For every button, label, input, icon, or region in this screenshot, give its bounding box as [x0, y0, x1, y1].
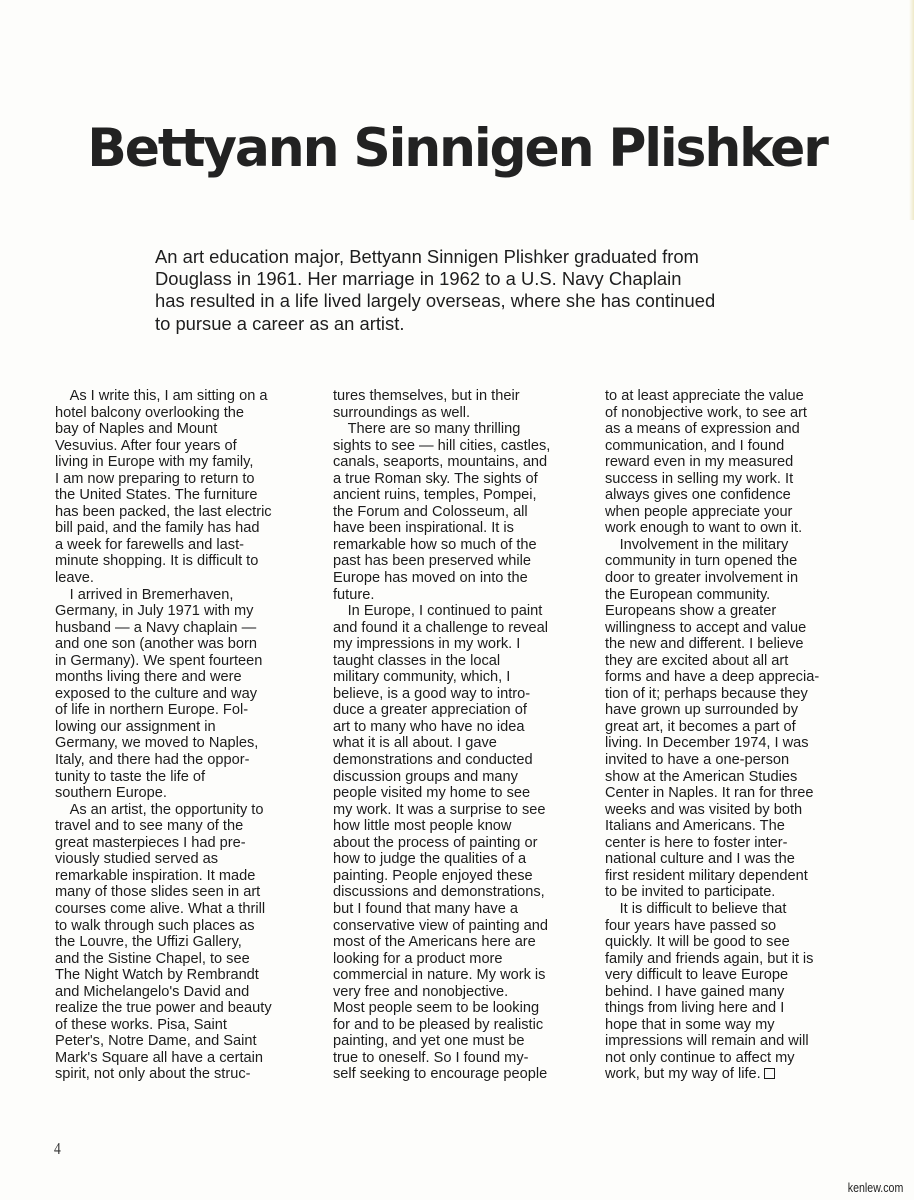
body-text-line: willingness to accept and value: [605, 619, 807, 636]
body-text-line: the new and different. I believe: [605, 636, 804, 653]
body-text-line: In Europe, I continued to paint: [333, 603, 543, 620]
body-column-1: [55, 388, 305, 1083]
body-text-line: great masterpieces I had pre-: [55, 834, 246, 851]
intro-line: has resulted in a life lived largely overseas, where she has continued: [155, 290, 716, 312]
body-text-line: behind. I have gained many: [605, 983, 785, 1000]
article-intro: [155, 246, 815, 335]
body-text-line: leave.: [55, 570, 94, 587]
body-text-line: how to judge the qualities of a: [333, 851, 527, 868]
body-text-line: communication, and I found: [605, 437, 785, 454]
body-text-line: sights to see — hill cities, castles,: [333, 437, 551, 454]
body-text-line: to at least appreciate the value: [605, 388, 804, 404]
body-text-line: hotel balcony overlooking the: [55, 404, 245, 421]
body-text-line: Most people seem to be looking: [333, 1000, 540, 1017]
body-text-line: and one son (another was born: [55, 636, 258, 653]
body-text-line: living in Europe with my family,: [55, 454, 254, 471]
body-text-line: tion of it; perhaps because they: [605, 685, 808, 702]
body-text-line: The Night Watch by Rembrandt: [55, 967, 259, 984]
body-text-line: bay of Naples and Mount: [55, 421, 218, 438]
body-text-line: to walk through such places as: [55, 917, 255, 934]
body-text-line: Europeans show a greater: [605, 603, 777, 620]
body-text-line: as a means of expression and: [605, 421, 800, 438]
body-text-line: to be invited to participate.: [605, 884, 776, 901]
body-text-line: Italians and Americans. The: [605, 818, 785, 835]
body-text-line: commercial in nature. My work is: [333, 967, 546, 984]
body-text-line: success in selling my work. It: [605, 470, 794, 487]
body-text-line: and found it a challenge to reveal: [333, 619, 549, 636]
body-text-line: true to oneself. So I found my-: [333, 1049, 529, 1066]
body-text-line: As I write this, I am sitting on a: [55, 388, 268, 404]
body-text-line: duce a greater appreciation of: [333, 702, 527, 719]
body-text-line: about the process of painting or: [333, 834, 538, 851]
body-text-line: what it is all about. I gave: [333, 735, 497, 752]
body-text-line: reward even in my measured: [605, 454, 794, 471]
body-text-line: community in turn opened the: [605, 553, 798, 570]
body-text-line: weeks and was visited by both: [605, 801, 803, 818]
intro-line: to pursue a career as an artist.: [155, 312, 405, 334]
watermark: kenlew.com: [847, 1181, 903, 1195]
body-text-line: minute shopping. It is difficult to: [55, 553, 259, 570]
body-text-line: the United States. The furniture: [55, 487, 258, 504]
body-text-line: husband — a Navy chaplain —: [55, 619, 257, 636]
body-text-line: and the Sistine Chapel, to see: [55, 950, 250, 967]
body-text-line: have grown up surrounded by: [605, 702, 799, 719]
body-text-line: believe, is a good way to intro-: [333, 685, 531, 702]
body-text-line: Germany, we moved to Naples,: [55, 735, 259, 752]
body-column-3: [605, 388, 855, 1083]
body-text-line: tures themselves, but in their: [333, 388, 520, 404]
body-text-line: living. In December 1974, I was: [605, 735, 809, 752]
body-text-line: remarkable how so much of the: [333, 536, 537, 553]
body-text-line: I arrived in Bremerhaven,: [55, 586, 234, 603]
body-text-line: bill paid, and the family has had: [55, 520, 260, 537]
body-text-line: of nonobjective work, to see art: [605, 404, 807, 421]
body-text-line: southern Europe.: [55, 785, 167, 802]
body-text-line: show at the American Studies: [605, 768, 798, 785]
body-text-line: very difficult to leave Europe: [605, 967, 789, 984]
body-text-line: things from living here and I: [605, 1000, 785, 1017]
page-number: 4: [54, 1139, 61, 1158]
body-text-line: Involvement in the military: [605, 536, 789, 553]
body-text-line: always gives one confidence: [605, 487, 791, 504]
body-text-line: very free and nonobjective.: [333, 983, 509, 1000]
intro-line: Douglass in 1961. Her marriage in 1962 to a U.S. Navy Chaplain: [155, 268, 682, 290]
body-text-line: painting. People enjoyed these: [333, 867, 533, 884]
body-text-line: travel and to see many of the: [55, 818, 244, 835]
body-text-line: art to many who have no idea: [333, 718, 525, 735]
body-text-line: in Germany). We spent fourteen: [55, 652, 263, 669]
body-text-line: of life in northern Europe. Fol-: [55, 702, 249, 719]
body-text-line: future.: [333, 586, 375, 603]
body-text-line: center is here to foster inter-: [605, 834, 788, 851]
body-text-line: Peter's, Notre Dame, and Saint: [55, 1033, 257, 1050]
body-text-line: realize the true power and beauty: [55, 1000, 272, 1017]
body-text-line: door to greater involvement in: [605, 570, 799, 587]
body-text-line: discussions and demonstrations,: [333, 884, 545, 901]
body-text-line: As an artist, the opportunity to: [55, 801, 264, 818]
body-text-line: family and friends again, but it is: [605, 950, 814, 967]
body-text-line: not only continue to affect my: [605, 1049, 795, 1066]
body-text-line: Center in Naples. It ran for three: [605, 785, 814, 802]
body-text-line: Italy, and there had the oppor-: [55, 752, 250, 769]
body-text-line: conservative view of painting and: [333, 917, 548, 934]
body-text-line: There are so many thrilling: [333, 421, 521, 438]
body-text-line: courses come alive. What a thrill: [55, 900, 266, 917]
body-text-line: great art, it becomes a part of: [605, 718, 796, 735]
body-text-line: past has been preserved while: [333, 553, 531, 570]
body-text-line: looking for a product more: [333, 950, 503, 967]
body-text-line: many of those slides seen in art: [55, 884, 261, 901]
body-text-line: impressions will remain and will: [605, 1033, 809, 1050]
body-text-line: national culture and I was the: [605, 851, 795, 868]
end-mark-icon: [764, 1068, 775, 1079]
body-text-line: Europe has moved on into the: [333, 570, 528, 587]
body-text-line: most of the Americans here are: [333, 934, 536, 951]
article-title: Bettyann Sinnigen Plishker: [87, 118, 827, 179]
body-text-line: for and to be pleased by realistic: [333, 1016, 544, 1033]
body-text-line: the Forum and Colosseum, all: [333, 503, 528, 520]
body-text-line: It is difficult to believe that: [605, 900, 787, 917]
body-text-line: have been inspirational. It is: [333, 520, 514, 537]
body-text-line: I am now preparing to return to: [55, 470, 255, 487]
body-text-line: taught classes in the local: [333, 652, 501, 669]
body-text-line: self seeking to encourage people: [333, 1066, 548, 1083]
body-text-line: and Michelangelo's David and: [55, 983, 250, 1000]
body-text-line: the European community.: [605, 586, 771, 603]
body-text-line: months living there and were: [55, 669, 242, 686]
body-text-line: my impressions in my work. I: [333, 636, 521, 653]
body-text-line: exposed to the culture and way: [55, 685, 258, 702]
body-text-line: invited to have a one-person: [605, 752, 790, 769]
body-text-line: tunity to taste the life of: [55, 768, 206, 785]
body-text-line: work, but my way of life.: [605, 1066, 855, 1083]
body-text-line: of these works. Pisa, Saint: [55, 1016, 227, 1033]
body-text-line: forms and have a deep apprecia-: [605, 669, 820, 686]
body-text-line: how little most people know: [333, 818, 512, 835]
page-edge-shadow: [909, 0, 914, 220]
body-text-line: a true Roman sky. The sights of: [333, 470, 538, 487]
body-text-line: remarkable inspiration. It made: [55, 867, 256, 884]
body-text-line: four years have passed so: [605, 917, 777, 934]
body-text-line: military community, which, I: [333, 669, 511, 686]
body-text-line: ancient ruins, temples, Pompei,: [333, 487, 537, 504]
body-text-line: people visited my home to see: [333, 785, 531, 802]
body-text-line: Germany, in July 1971 with my: [55, 603, 254, 620]
body-text-line: canals, seaports, mountains, and: [333, 454, 548, 471]
body-text-line: work enough to want to own it.: [605, 520, 803, 537]
body-text-line: discussion groups and many: [333, 768, 518, 785]
body-text-line: surroundings as well.: [333, 404, 471, 421]
body-text-line: lowing our assignment in: [55, 718, 216, 735]
body-text-line: when people appreciate your: [605, 503, 793, 520]
body-text-line: a week for farewells and last-: [55, 536, 244, 553]
body-text-line: demonstrations and conducted: [333, 752, 533, 769]
body-text-line: Mark's Square all have a certain: [55, 1049, 264, 1066]
body-text-line: the Louvre, the Uffizi Gallery,: [55, 934, 242, 951]
body-text-line: has been packed, the last electric: [55, 503, 272, 520]
intro-line: An art education major, Bettyann Sinnigen Plishker graduated from: [155, 246, 699, 267]
body-text-line: Vesuvius. After four years of: [55, 437, 237, 454]
body-text-line: painting, and yet one must be: [333, 1033, 525, 1050]
body-text-line: but I found that many have a: [333, 900, 518, 917]
body-column-2: [333, 388, 583, 1083]
body-text-line: my work. It was a surprise to see: [333, 801, 546, 818]
body-text-line: quickly. It will be good to see: [605, 934, 790, 951]
body-text-line: they are excited about all art: [605, 652, 789, 669]
body-text-line: hope that in some way my: [605, 1016, 775, 1033]
body-text-line: first resident military dependent: [605, 867, 808, 884]
body-text-line: viously studied served as: [55, 851, 219, 868]
body-text-line: spirit, not only about the struc-: [55, 1066, 251, 1083]
